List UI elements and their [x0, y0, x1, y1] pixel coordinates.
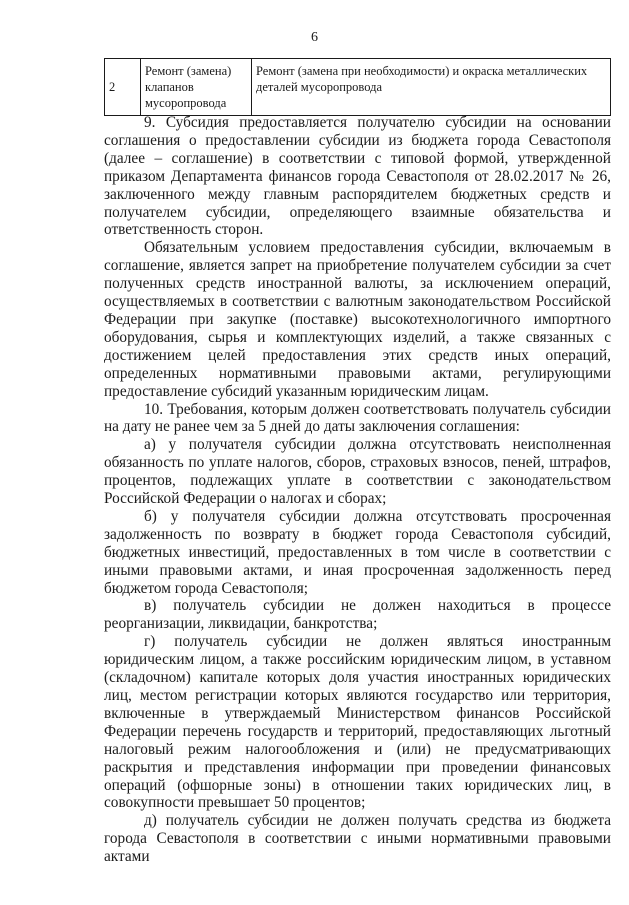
paragraph-10d: д) получатель субсидии не должен получать средства из бюджета города Севастополя в соответствии с иными нормативными правовыми актами [104, 812, 611, 866]
paragraph-9: 9. Субсидия предоставляется получателю субсидии на основании соглашения о предоставлении субсидии из бюджета города Севастополя (далее – соглашение) в соответствии с типовой формой, утвержденной приказом Департамента финансов города Севастополя от 28.02.2017 № 26, заключенного между главным распорядителем бюджетных средств и получателем субсидии, определяющего взаимные обязательства и ответственность сторон. [104, 114, 611, 239]
work-description-cell: Ремонт (замена при необходимости) и окраска металлических деталей мусоропровода [252, 59, 611, 116]
page-number: 6 [311, 30, 318, 45]
paragraph-10: 10. Требования, которым должен соответствовать получатель субсидии на дату не ранее чем за 5 дней до даты заключения соглашения: [104, 400, 611, 436]
paragraph-10g: г) получатель субсидии не должен являться иностранным юридическим лицом, а также российским юридическим лицом, в уставном (складочном) капитале которых доля участия иностранных юридических лиц, местом регистрации которых являются государство или территория, включенные в утверждаемый Министерством финансов Российской Федерации перечень государств и территорий, предоставляющих льготный налоговый режим налогообложения и (или) не предусматривающих раскрытия и представления информации при проведении финансовых операций (офшорные зоны) в отношении таких юридических лиц, в совокупности превышает 50 процентов; [104, 633, 611, 812]
document-body [104, 114, 611, 866]
table-row [105, 59, 611, 116]
paragraph-10v: в) получатель субсидии не должен находиться в процессе реорганизации, ликвидации, банкротства; [104, 597, 611, 633]
row-number-cell: 2 [105, 59, 141, 116]
works-table [104, 58, 611, 116]
paragraph-10a: а) у получателя субсидии должна отсутствовать неисполненная обязанность по уплате налогов, сборов, страховых взносов, пеней, штрафов, процентов, подлежащих уплате в соответствии с законодательством Российской Федерации о налогах и сборах; [104, 436, 611, 508]
work-name-cell: Ремонт (замена) клапанов мусоропровода [141, 59, 252, 116]
paragraph-10b: б) у получателя субсидии должна отсутствовать просроченная задолженность по возврату в бюджет города Севастополя субсидий, бюджетных инвестиций, предоставленных в том числе в соответствии с иными правовыми актами, и иная просроченная задолженность перед бюджетом города Севастополя; [104, 507, 611, 597]
paragraph-mandatory-condition: Обязательным условием предоставления субсидии, включаемым в соглашение, является запрет на приобретение получателем субсидии за счет полученных средств иностранной валюты, за исключением операций, осуществляемых в соответствии с валютным законодательством Российской Федерации при закупке (поставке) высокотехнологичного импортного оборудования, сырья и комплектующих изделий, а также связанных с достижением целей предоставления этих средств иных операций, определенных нормативными правовыми актами, регулирующими предоставление субсидий указанным юридическим лицам. [104, 239, 611, 400]
